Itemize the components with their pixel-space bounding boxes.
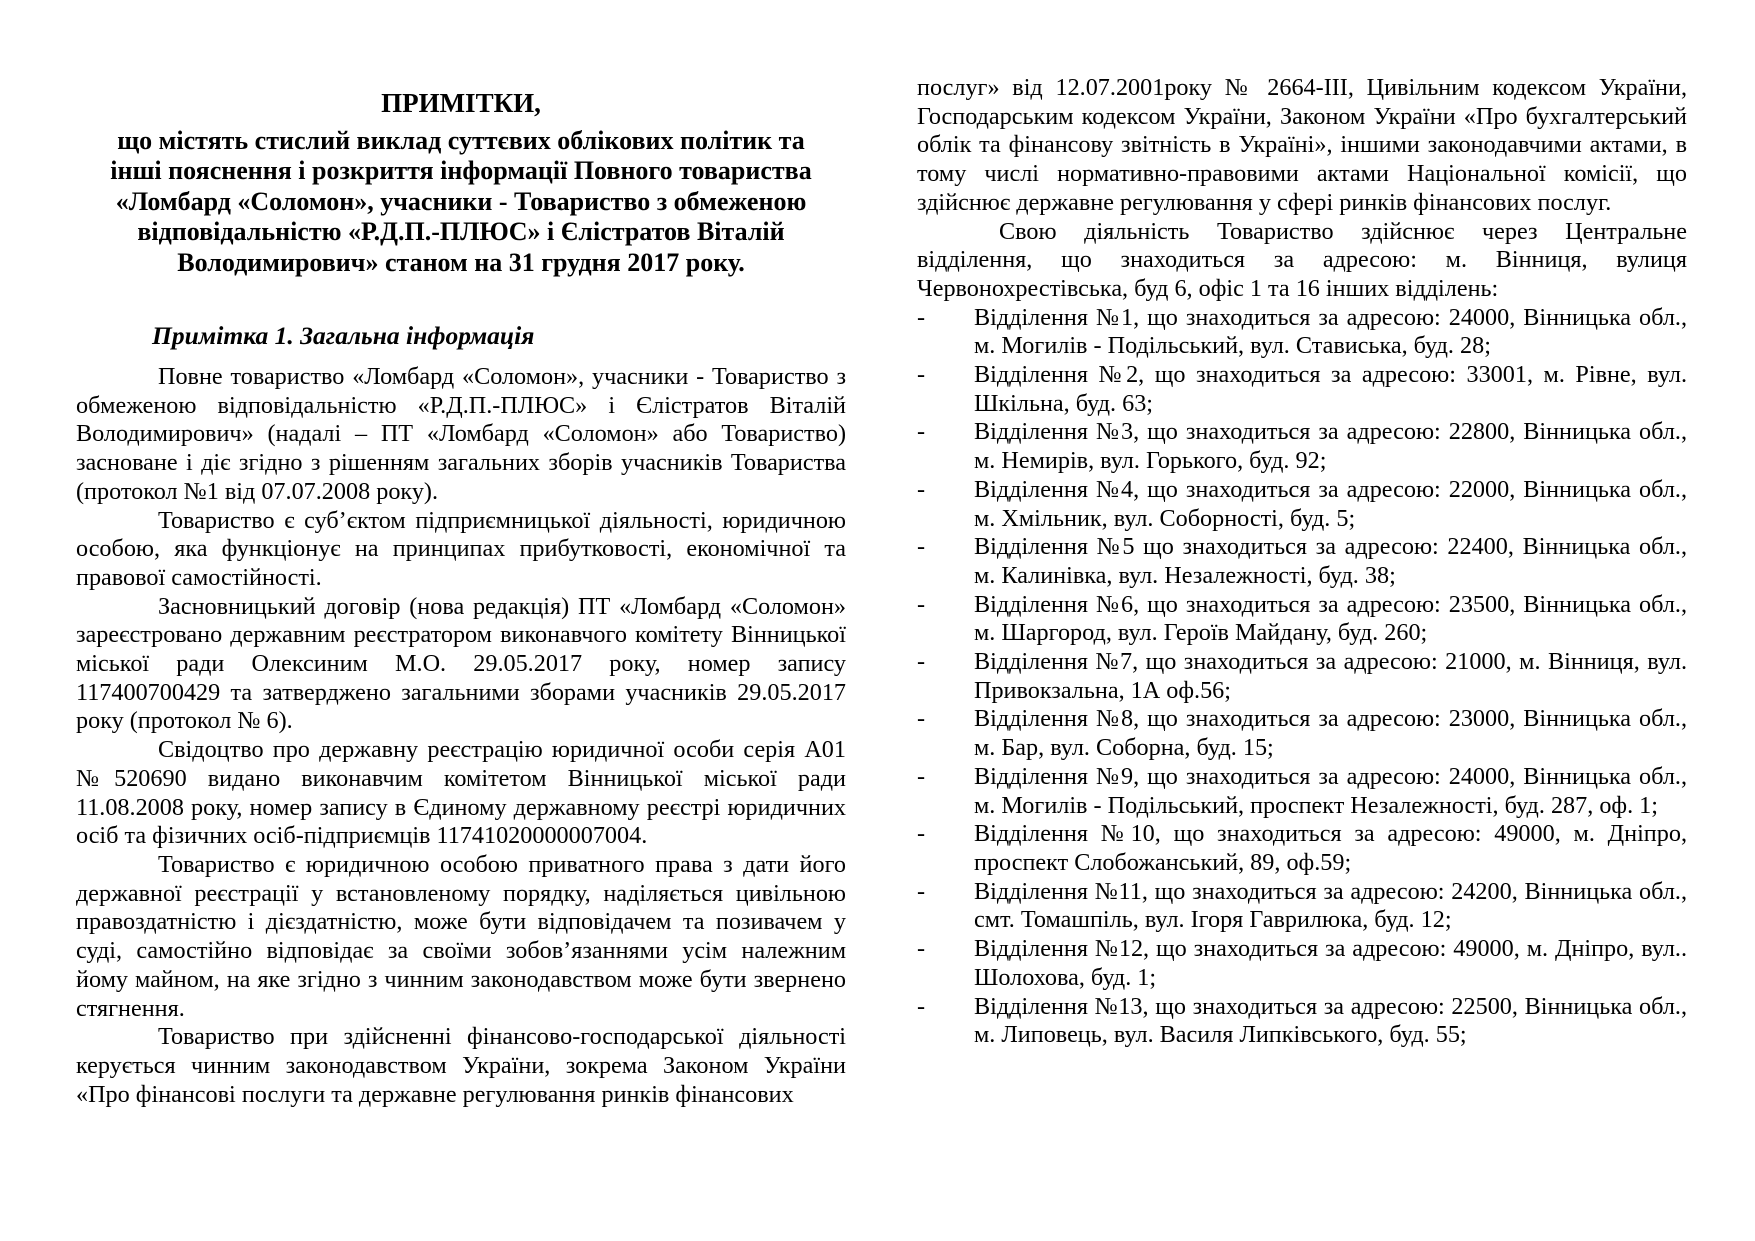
list-item — [917, 418, 1687, 475]
branch-list — [917, 304, 1687, 1050]
bullet-dash: - — [917, 935, 926, 963]
branch-text: Відділення №8, що знаходиться за адресою: 23000, Вінницька обл., м. Бар, вул. Соборна, буд. 15; — [974, 705, 1687, 762]
paragraph: Свідоцтво про державну реєстрацію юридичної особи серія А01 №520690 видано виконавчим комітетом Вінницької міської ради 11.08.2008 року, номер запису в Єдиному державному реєстрі юридичних осіб та фізичних осіб-підприємців 11741020000007004. — [76, 736, 846, 850]
list-item — [917, 878, 1687, 935]
paragraph: Засновницький договір (нова редакція) ПТ «Ломбард «Соломон» зареєстровано державним реєстратором виконавчого комітету Вінницької міської ради Олексиним М.О. 29.05.2017 року, номер запису 117400700429 та затверджено загальними зборами учасників 29.05.2017 року (протокол № 6). — [76, 592, 846, 735]
bullet-dash: - — [917, 762, 926, 790]
bullet-dash: - — [917, 361, 926, 389]
page-title: ПРИМІТКИ, — [381, 88, 541, 118]
title-block — [76, 86, 846, 278]
branch-text: Відділення №6, що знаходиться за адресою: 23500, Вінницька обл., м. Шаргород, вул. Героїв Майдану, буд. 260; — [974, 590, 1687, 647]
paragraph: Товариство при здійсненні фінансово-господарської діяльності керується чинним законодавством України, зокрема Законом України «Про фінансові послуги та державне регулювання ринків фінансових — [76, 1023, 846, 1108]
branch-text: Відділення №4, що знаходиться за адресою: 22000, Вінницька обл., м. Хмільник, вул. Соборності, буд. 5; — [974, 475, 1687, 532]
list-item — [917, 763, 1687, 820]
branch-text: Відділення №7, що знаходиться за адресою: 21000, м. Вінниця, вул. Привокзальна, 1А оф.56; — [974, 648, 1687, 704]
bullet-dash: - — [917, 590, 926, 618]
paragraph: Товариство є суб’єктом підприємницької діяльності, юридичною особою, яка функціонує на принципах прибутковості, економічної та правової самостійності. — [76, 506, 846, 591]
bullet-dash: - — [917, 475, 926, 503]
bullet-dash: - — [917, 303, 926, 331]
bullet-dash: - — [917, 648, 926, 676]
left-column — [76, 0, 846, 1109]
subtitle-line: відповідальністю «Р.Д.П.-ПЛЮС» і Єлістратов Віталій — [137, 217, 785, 247]
list-item — [917, 705, 1687, 762]
list-item — [917, 361, 1687, 418]
bullet-dash: - — [917, 820, 926, 848]
branch-text: Відділення №3, що знаходиться за адресою: 22800, Вінницька обл., м. Немирів, вул. Горького, буд. 92; — [974, 418, 1687, 475]
right-column — [917, 0, 1687, 1050]
subtitle-line: що містять стислий виклад суттєвих облікових політик та — [117, 126, 805, 155]
paragraph: Повне товариство «Ломбард «Соломон», учасники - Товариство з обмеженою відповідальністю «Р.Д.П.-ПЛЮС» і Єлістратов Віталій Володимирович» (надалі – ПТ «Ломбард «Соломон» або Товариство) засноване і діє згідно з рішенням загальних зборів учасників Товариства (протокол №1 від 07.07.2008 року). — [76, 363, 846, 505]
bullet-dash: - — [917, 992, 926, 1020]
branch-text: Відділення №12, що знаходиться за адресою: 49000, м. Дніпро, вул.. Шолохова, буд. 1; — [974, 935, 1687, 991]
subtitle-line: інші пояснення і розкриття інформації Повного товариства — [110, 156, 812, 186]
list-item — [917, 820, 1687, 877]
branch-text: Відділення №9, що знаходиться за адресою: 24000, Вінницька обл., м. Могилів - Подільський, проспект Незалежності, буд. 287, оф. 1; — [974, 762, 1687, 819]
list-item — [917, 591, 1687, 648]
subtitle-line: «Ломбард «Соломон», учасники - Товариство з обмеженою — [115, 186, 807, 216]
subtitle-line: Володимирович» станом на 31 грудня 2017 року. — [177, 247, 745, 277]
section-heading: Примітка 1. Загальна інформація — [152, 321, 535, 351]
branch-text: Відділення №13, що знаходиться за адресою: 22500, Вінницька обл., м. Липовець, вул. Василя Липківського, буд. 55; — [974, 992, 1687, 1049]
list-item — [917, 533, 1687, 590]
bullet-dash: - — [917, 418, 926, 446]
bullet-dash: - — [917, 877, 926, 905]
list-item — [917, 993, 1687, 1050]
paragraph-continuation: послуг» від 12.07.2001року № 2664-ІІІ, Цивільним кодексом України, Господарським кодексом України, Законом України «Про бухгалтерський облік та фінансову звітність в Україні», іншими законодавчими актами, в тому числі нормативно-правовими актами Національної комісії, що здійснює державне регулювання у сфері ринків фінансових послуг. — [917, 74, 1687, 216]
bullet-dash: - — [917, 705, 926, 733]
bullet-dash: - — [917, 533, 926, 561]
branch-text: Відділення №5 що знаходиться за адресою: 22400, Вінницька обл., м. Калинівка, вул. Незалежності, буд. 38; — [974, 533, 1687, 589]
branch-text: Відділення №10, що знаходиться за адресою: 49000, м. Дніпро, проспект Слобожанський, 89, оф.59; — [974, 820, 1687, 876]
list-item — [917, 304, 1687, 361]
list-item — [917, 648, 1687, 705]
list-item — [917, 935, 1687, 992]
paragraph: Свою діяльність Товариство здійснює через Центральне відділення, що знаходиться за адресою: м. Вінниця, вулиця Червонохрестівська, буд 6, офіс 1 та 16 інших відділень: — [917, 217, 1687, 302]
branch-text: Відділення №1, що знаходиться за адресою: 24000, Вінницька обл., м. Могилів - Подільський, вул. Стависька, буд. 28; — [974, 303, 1687, 360]
list-item — [917, 476, 1687, 533]
paragraph: Товариство є юридичною особою приватного права з дати його державної реєстрації у встановленому порядку, наділяється цивільною правоздатністю і дієздатністю, може бути відповідачем та позивачем у суді, самостійно відповідає за своїми зобов’язаннями усім належним йому майном, на яке згідно з чинним законодавством може бути звернено стягнення. — [76, 850, 846, 1022]
branch-text: Відділення №11, що знаходиться за адресою: 24200, Вінницька обл., смт. Томашпіль, вул. Ігоря Гаврилюка, буд. 12; — [974, 877, 1687, 934]
branch-text: Відділення №2, що знаходиться за адресою: 33001, м. Рівне, вул. Шкільна, буд. 63; — [974, 361, 1687, 417]
